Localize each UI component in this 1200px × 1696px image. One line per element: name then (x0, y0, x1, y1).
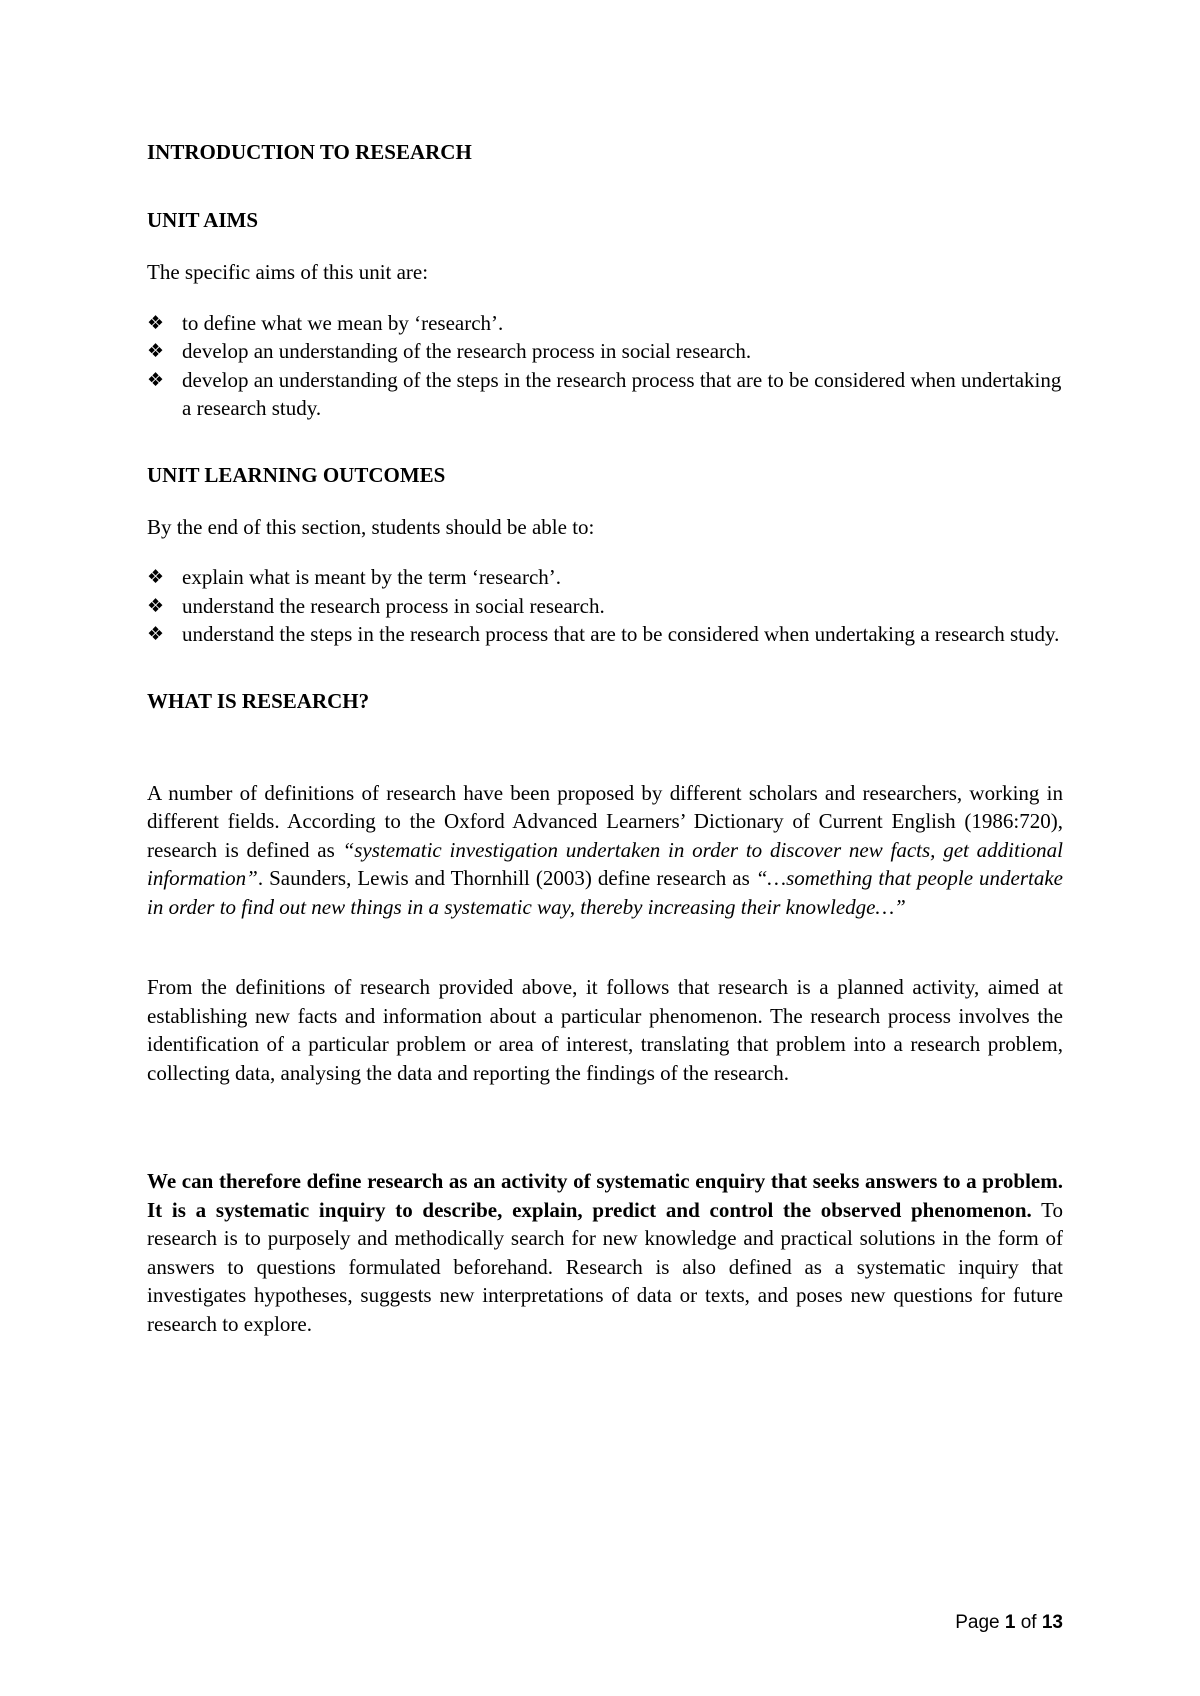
diamond-bullet-icon: ❖ (147, 340, 165, 362)
research-definition-paragraph: We can therefore define research as an activity of systematic enquiry that seeks answers to a problem. It is a systematic inquiry to describe, explain, predict and control the observed phenomenon. To research is to purposely and methodically search for new knowledge and practical solutions in the form of answers to questions formulated beforehand. Research is also defined as a systematic inquiry that investigates hypotheses, suggests new interpretations of data or texts, and poses new questions for future research to explore. (147, 1169, 1064, 1336)
current-page-number: 1 (1004, 1612, 1016, 1633)
planned-activity-paragraph: From the definitions of research provided above, it follows that research is a planned activity, aimed at establishing new facts and information about a particular phenomenon. The research process involves the identification of a particular problem or area of interest, translating that problem into a research problem, collecting data, analysing the data and reporting the findings of the research. (147, 975, 1063, 1085)
page-number-footer: Page 1 of 13 (955, 1612, 1063, 1633)
list-item: ❖ understand the steps in the research process that are to be considered when undertaking a research study. (147, 620, 1063, 649)
definitions-paragraph: A number of definitions of research have been proposed by different scholars and researchers, working in different fields. According to the Oxford Advanced Learners’ Dictionary of Current English (1986:720), research is defined as “systematic investigation undertaken in order to discover new facts, get additional information”. Saunders, Lewis and Thornhill (2003) define research as “…something that people undertake in order to find out new things in a systematic way, thereby increasing their knowledge…” (147, 780, 1063, 919)
list-item: ❖ understand the research process in social research. (147, 592, 1063, 621)
what-is-research-heading: WHAT IS RESEARCH? (147, 688, 370, 713)
page-content (147, 138, 1063, 1338)
outcomes-list (147, 563, 1063, 649)
aims-list (147, 309, 1063, 423)
aims-heading: UNIT AIMS (147, 208, 259, 232)
diamond-bullet-icon: ❖ (147, 623, 165, 645)
outcomes-heading: UNIT LEARNING OUTCOMES (147, 462, 446, 487)
saunders-definition-quote: “…something that people undertake in order to find out new things in a systematic way, thereby increasing their knowledge…” (147, 866, 1063, 919)
list-item: ❖ explain what is meant by the term ‘research’. (147, 563, 1063, 592)
diamond-bullet-icon: ❖ (147, 368, 165, 391)
diamond-bullet-icon: ❖ (147, 566, 165, 588)
diamond-bullet-icon: ❖ (147, 594, 165, 617)
outcomes-intro: By the end of this section, students should be able to: (147, 514, 595, 539)
research-definition-bold: We can therefore define research as an activity of systematic enquiry that seeks answers to a problem. It is a systematic inquiry to describe, explain, predict and control the observed phenomenon. (147, 1169, 1063, 1222)
list-item: ❖ develop an understanding of the steps in the research process that are to be considered when undertaking a research study. (147, 367, 1062, 420)
aims-intro: The specific aims of this unit are: (147, 260, 429, 284)
total-page-count: 13 (1041, 1612, 1063, 1633)
oxford-definition-quote: “systematic investigation undertaken in order to discover new facts, get additional information” (147, 837, 1063, 890)
document-title: INTRODUCTION TO RESEARCH (147, 140, 472, 164)
list-item: ❖ to define what we mean by ‘research’. (147, 309, 1063, 338)
diamond-bullet-icon: ❖ (147, 311, 165, 334)
list-item: ❖ develop an understanding of the research process in social research. (147, 337, 1063, 366)
